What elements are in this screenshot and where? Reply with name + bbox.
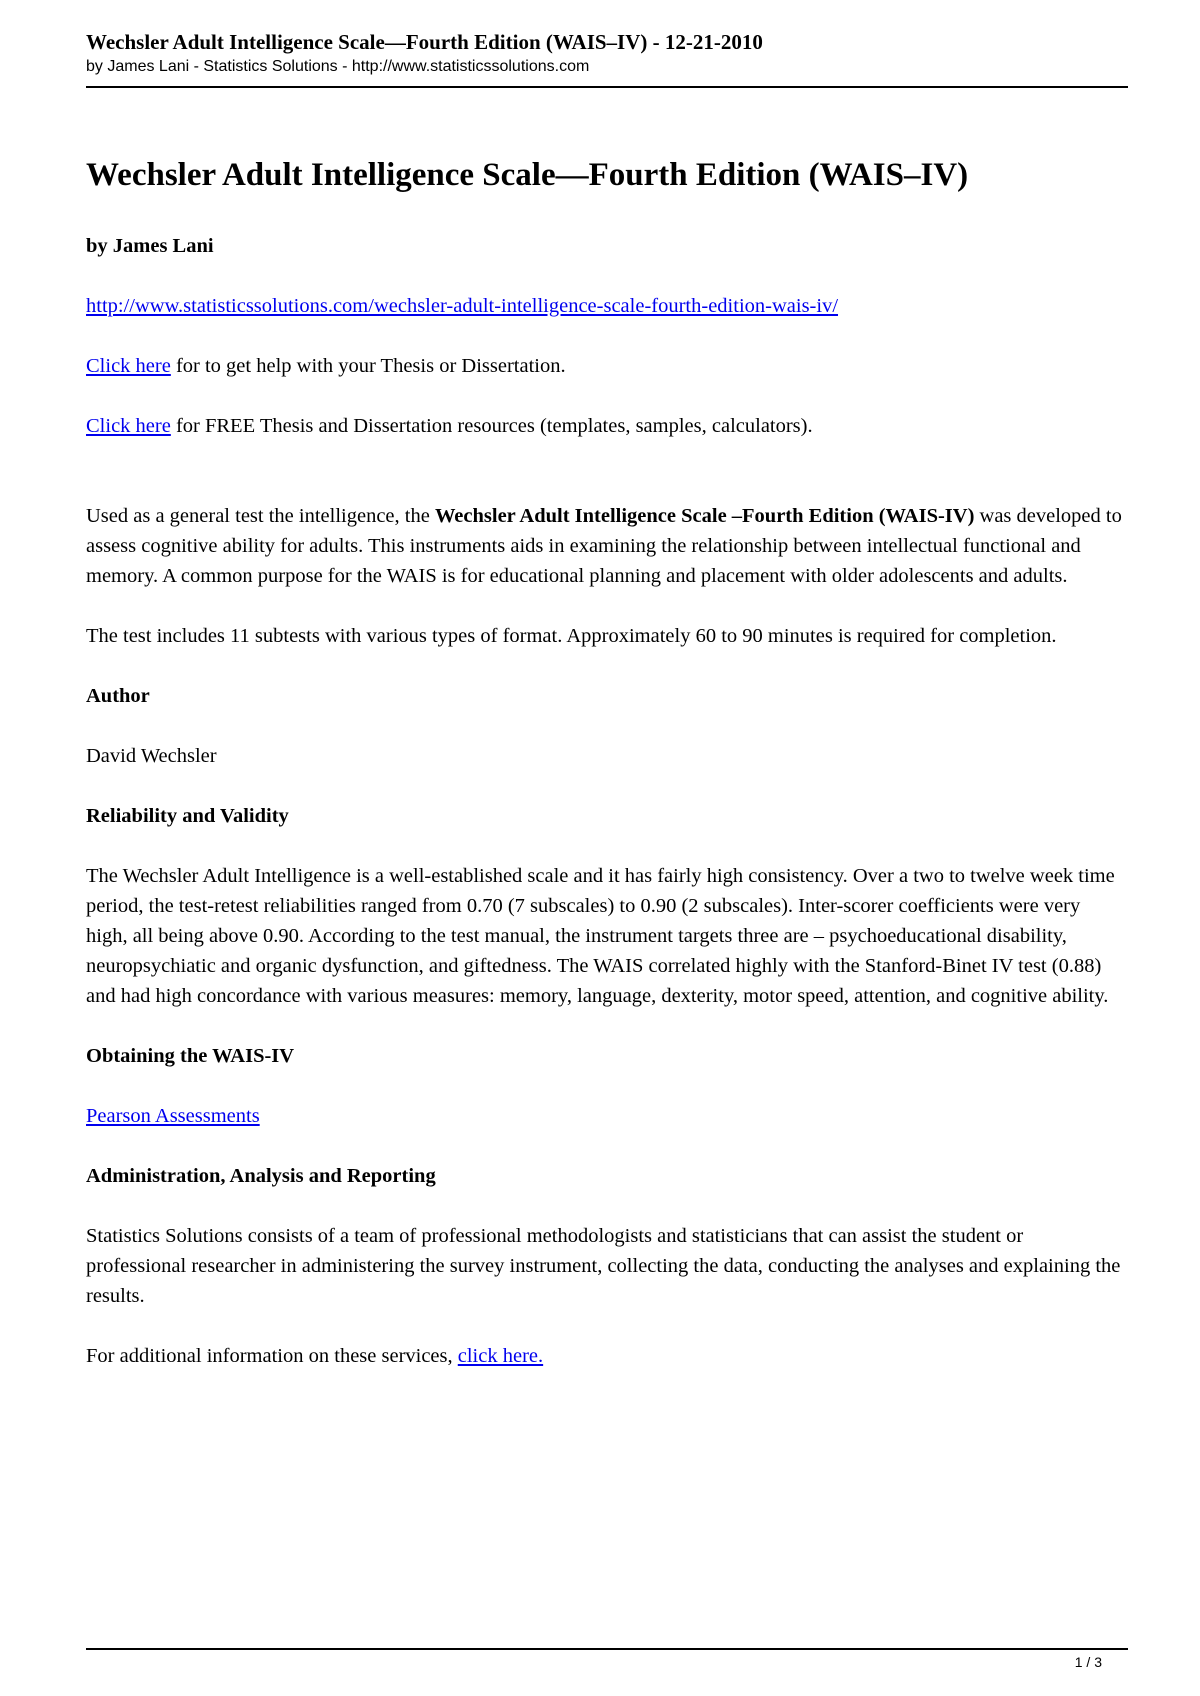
header-title: Wechsler Adult Intelligence Scale—Fourth Edition (WAIS–IV) - 12-21-2010 [86, 30, 763, 54]
resources-text: for FREE Thesis and Dissertation resources (templates, samples, calculators). [170, 415, 813, 437]
additional-info-text: For additional information on these services, [86, 1345, 458, 1367]
subtests-paragraph: The test includes 11 subtests with various types of format. Approximately 60 to 90 minutes is required for completion. [86, 625, 1057, 647]
article-body [86, 155, 1126, 1371]
help-paragraph [86, 351, 1126, 381]
article-url-paragraph [86, 291, 1126, 321]
article-byline: by James Lani [86, 235, 214, 257]
obtaining-paragraph [86, 1101, 1126, 1131]
obtaining-heading: Obtaining the WAIS-IV [86, 1045, 295, 1067]
additional-info-paragraph [86, 1341, 1126, 1371]
intro-text-start: Used as a general test the intelligence, the [86, 505, 435, 527]
page-number: 1 / 3 [1074, 1654, 1102, 1670]
services-click-here-link[interactable]: click here. [457, 1345, 544, 1367]
header-subtitle: by James Lani - Statistics Solutions - http://www.statisticssolutions.com [86, 58, 590, 75]
reliability-paragraph: The Wechsler Adult Intelligence is a well-established scale and it has fairly high consistency. Over a two to twelve week time period, the test-retest reliabilities ranged from 0.70 (7 subscales) to 0.90 (2 subscales). Inter-scorer coefficients were very high, all being above 0.90. According to the test manual, the instrument targets three are – psychoeducational disability, neuropsychiatic and organic dysfunction, and giftedness. The WAIS correlated highly with the Stanford-Binet IV test (0.88) and had high concordance with various measures: memory, language, dexterity, motor speed, attention, and cognitive ability. [86, 865, 1115, 1007]
resources-click-here-link[interactable]: Click here [86, 415, 171, 437]
intro-paragraph [86, 501, 1126, 591]
footer-divider [86, 1648, 1128, 1650]
intro-test-name: Wechsler Adult Intelligence Scale –Fourth Edition (WAIS-IV) [434, 505, 975, 527]
reliability-heading: Reliability and Validity [86, 805, 289, 827]
header-divider [86, 86, 1128, 88]
intro-text-end: was developed to assess cognitive ability for adults. This instruments aids in examining the relationship between intellectual functional and memory. A common purpose for the WAIS is for educational planning and placement with older adolescents and adults. [86, 505, 1122, 587]
author-heading: Author [86, 685, 150, 707]
pearson-assessments-link[interactable]: Pearson Assessments [86, 1105, 260, 1127]
author-name: David Wechsler [86, 745, 217, 767]
help-text: for to get help with your Thesis or Dissertation. [170, 355, 566, 377]
resources-paragraph [86, 411, 1126, 441]
administration-paragraph: Statistics Solutions consists of a team of professional methodologists and statisticians that can assist the student or professional researcher in administering the survey instrument, collecting the data, conducting the analyses and explaining the results. [86, 1225, 1121, 1307]
administration-heading: Administration, Analysis and Reporting [86, 1165, 436, 1187]
running-header [86, 28, 1126, 78]
help-click-here-link[interactable]: Click here [86, 355, 171, 377]
article-title: Wechsler Adult Intelligence Scale—Fourth Edition (WAIS–IV) [86, 157, 969, 193]
article-url-link[interactable]: http://www.statisticssolutions.com/wechsler-adult-intelligence-scale-fourth-edition-wais-iv/ [86, 295, 839, 317]
